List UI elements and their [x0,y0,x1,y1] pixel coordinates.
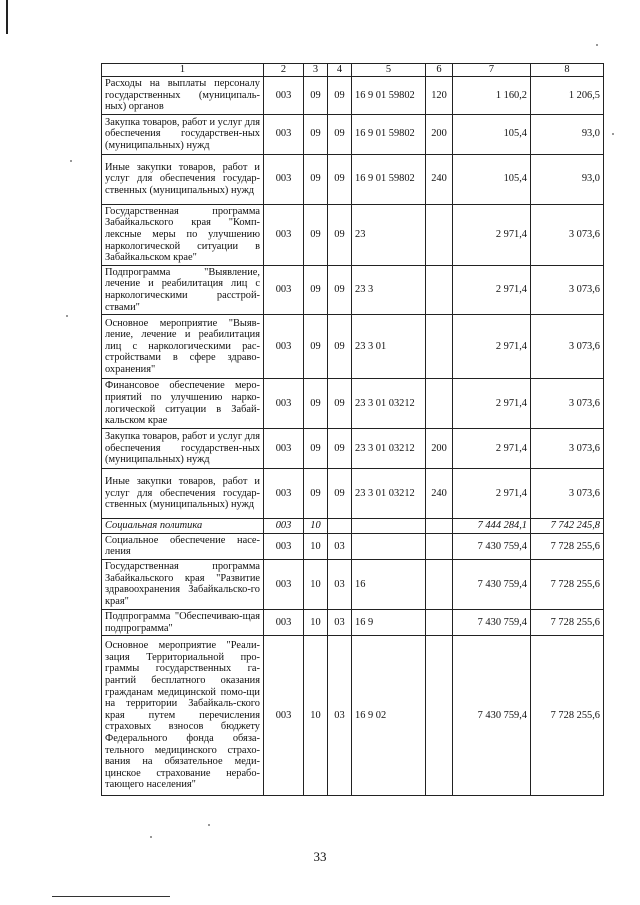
amount-year-2: 1 206,5 [531,77,604,115]
subsection-code [328,519,352,534]
expense-name: Социальное обеспечение насе-ления [102,533,264,559]
target-article-code: 23 3 01 03212 [352,469,426,519]
admin-code: 003 [264,204,304,265]
amount-year-1: 7 430 759,4 [453,533,531,559]
scan-speck [208,824,210,826]
column-number: 6 [426,64,453,77]
target-article-code: 16 9 01 59802 [352,154,426,204]
admin-code: 003 [264,636,304,796]
amount-year-1: 2 971,4 [453,469,531,519]
expense-name: Иные закупки товаров, работ и услуг для обеспечения государ-ственных (муниципальных) нужд [102,469,264,519]
section-code: 09 [304,154,328,204]
amount-year-2: 7 742 245,8 [531,519,604,534]
footer-rule [52,896,170,897]
amount-year-1: 2 971,4 [453,315,531,379]
section-code: 09 [304,77,328,115]
amount-year-1: 2 971,4 [453,265,531,314]
expense-name: Расходы на выплаты персоналу государственных (муниципаль-ных) органов [102,77,264,115]
expense-name: Государственная программа Забайкальского края "Развитие здравоохранения Забайкальско-го края" [102,559,264,609]
expense-type-code [426,315,453,379]
section-code: 09 [304,379,328,429]
amount-year-1: 7 430 759,4 [453,559,531,609]
expense-name: Социальная политика [102,519,264,534]
amount-year-2: 3 073,6 [531,469,604,519]
expense-name: Государственная программа Забайкальского края "Комп-лексные меры по улучшению наркологической ситуации в Забайкальском крае" [102,204,264,265]
column-number: 5 [352,64,426,77]
column-number: 3 [304,64,328,77]
table-row [102,265,604,314]
column-number: 1 [102,64,264,77]
subsection-code: 09 [328,315,352,379]
section-code: 10 [304,636,328,796]
scan-speck [596,44,598,46]
table-row [102,154,604,204]
expense-name: Подпрограмма "Обеспечиваю-щая подпрограмма" [102,609,264,635]
subsection-code: 09 [328,429,352,469]
section-code: 09 [304,204,328,265]
section-code: 10 [304,519,328,534]
expense-type-code [426,519,453,534]
subsection-code: 09 [328,469,352,519]
admin-code: 003 [264,265,304,314]
scan-speck [66,315,68,317]
target-article-code [352,519,426,534]
section-code: 09 [304,469,328,519]
scan-speck [612,133,614,135]
section-code: 09 [304,315,328,379]
table-row [102,204,604,265]
table-row [102,429,604,469]
amount-year-1: 7 444 284,1 [453,519,531,534]
amount-year-2: 7 728 255,6 [531,533,604,559]
table-row [102,315,604,379]
admin-code: 003 [264,533,304,559]
amount-year-1: 105,4 [453,154,531,204]
amount-year-1: 7 430 759,4 [453,609,531,635]
scan-speck [70,160,72,162]
expense-type-code: 200 [426,114,453,154]
table-row [102,379,604,429]
subsection-code: 09 [328,77,352,115]
target-article-code: 16 9 [352,609,426,635]
amount-year-1: 2 971,4 [453,204,531,265]
target-article-code [352,533,426,559]
expense-name: Подпрограмма "Выявление, лечение и реабилитация лиц с наркологическими расстрой-ствами" [102,265,264,314]
subsection-code: 09 [328,204,352,265]
table-row [102,533,604,559]
target-article-code: 16 9 01 59802 [352,77,426,115]
admin-code: 003 [264,154,304,204]
amount-year-2: 93,0 [531,114,604,154]
table-row [102,114,604,154]
expense-type-code [426,204,453,265]
admin-code: 003 [264,77,304,115]
amount-year-2: 93,0 [531,154,604,204]
section-code: 10 [304,533,328,559]
admin-code: 003 [264,429,304,469]
subsection-code: 03 [328,559,352,609]
expense-type-code [426,533,453,559]
amount-year-1: 105,4 [453,114,531,154]
target-article-code: 16 9 02 [352,636,426,796]
expense-type-code [426,609,453,635]
admin-code: 003 [264,315,304,379]
scan-speck [150,836,152,838]
amount-year-2: 7 728 255,6 [531,636,604,796]
subsection-code: 03 [328,533,352,559]
section-code: 09 [304,265,328,314]
target-article-code: 16 [352,559,426,609]
target-article-code: 23 3 [352,265,426,314]
admin-code: 003 [264,609,304,635]
target-article-code: 23 3 01 03212 [352,429,426,469]
amount-year-2: 3 073,6 [531,315,604,379]
expense-type-code [426,636,453,796]
budget-table [101,63,604,796]
expense-name: Закупка товаров, работ и услуг для обеспечения государствен-ных (муниципальных) нужд [102,429,264,469]
table-row [102,559,604,609]
subsection-code: 09 [328,154,352,204]
expense-type-code [426,559,453,609]
expense-name: Основное мероприятие "Выяв-ление, лечение и реабилитация лиц с наркологическими рас-стройствами в сфере здраво-охранения" [102,315,264,379]
admin-code: 003 [264,519,304,534]
expense-type-code: 120 [426,77,453,115]
page-number: 33 [313,849,327,864]
expense-type-code [426,265,453,314]
table-row [102,636,604,796]
column-number: 7 [453,64,531,77]
amount-year-2: 7 728 255,6 [531,559,604,609]
table-row [102,519,604,534]
amount-year-2: 7 728 255,6 [531,609,604,635]
admin-code: 003 [264,559,304,609]
table-header-row [102,64,604,77]
expense-type-code [426,379,453,429]
table-row [102,469,604,519]
target-article-code: 23 [352,204,426,265]
expense-name: Иные закупки товаров, работ и услуг для обеспечения государ-ственных (муниципальных) нужд [102,154,264,204]
amount-year-2: 3 073,6 [531,429,604,469]
section-code: 09 [304,114,328,154]
expense-type-code: 200 [426,429,453,469]
column-number: 2 [264,64,304,77]
expense-name: Финансовое обеспечение меро-приятий по улучшению нарко-логической ситуации в Забай-кальском крае [102,379,264,429]
subsection-code: 09 [328,114,352,154]
section-code: 09 [304,429,328,469]
admin-code: 003 [264,114,304,154]
admin-code: 003 [264,469,304,519]
column-number: 4 [328,64,352,77]
column-number: 8 [531,64,604,77]
expense-name: Закупка товаров, работ и услуг для обеспечения государствен-ных (муниципальных) нужд [102,114,264,154]
target-article-code: 16 9 01 59802 [352,114,426,154]
section-code: 10 [304,559,328,609]
subsection-code: 09 [328,379,352,429]
table-row [102,609,604,635]
subsection-code: 03 [328,636,352,796]
section-code: 10 [304,609,328,635]
admin-code: 003 [264,379,304,429]
target-article-code: 23 3 01 [352,315,426,379]
page-edge-mark [6,0,8,34]
amount-year-1: 2 971,4 [453,379,531,429]
target-article-code: 23 3 01 03212 [352,379,426,429]
subsection-code: 09 [328,265,352,314]
expense-type-code: 240 [426,469,453,519]
amount-year-2: 3 073,6 [531,204,604,265]
amount-year-1: 1 160,2 [453,77,531,115]
expense-type-code: 240 [426,154,453,204]
amount-year-1: 7 430 759,4 [453,636,531,796]
amount-year-2: 3 073,6 [531,265,604,314]
amount-year-2: 3 073,6 [531,379,604,429]
amount-year-1: 2 971,4 [453,429,531,469]
expense-name: Основное мероприятие "Реали-зация Территориальной про-граммы государственных га-рантий бесплатного оказания гражданам медицинской помо-щи на территории Забайкаль-ского края путем перечисления страховых взносов бюджету Федерального фонда обяза-тельного медицинского страхо-вания на обязательное меди-цинское страхование нерабо-тающего населения" [102,636,264,796]
subsection-code: 03 [328,609,352,635]
table-row [102,77,604,115]
